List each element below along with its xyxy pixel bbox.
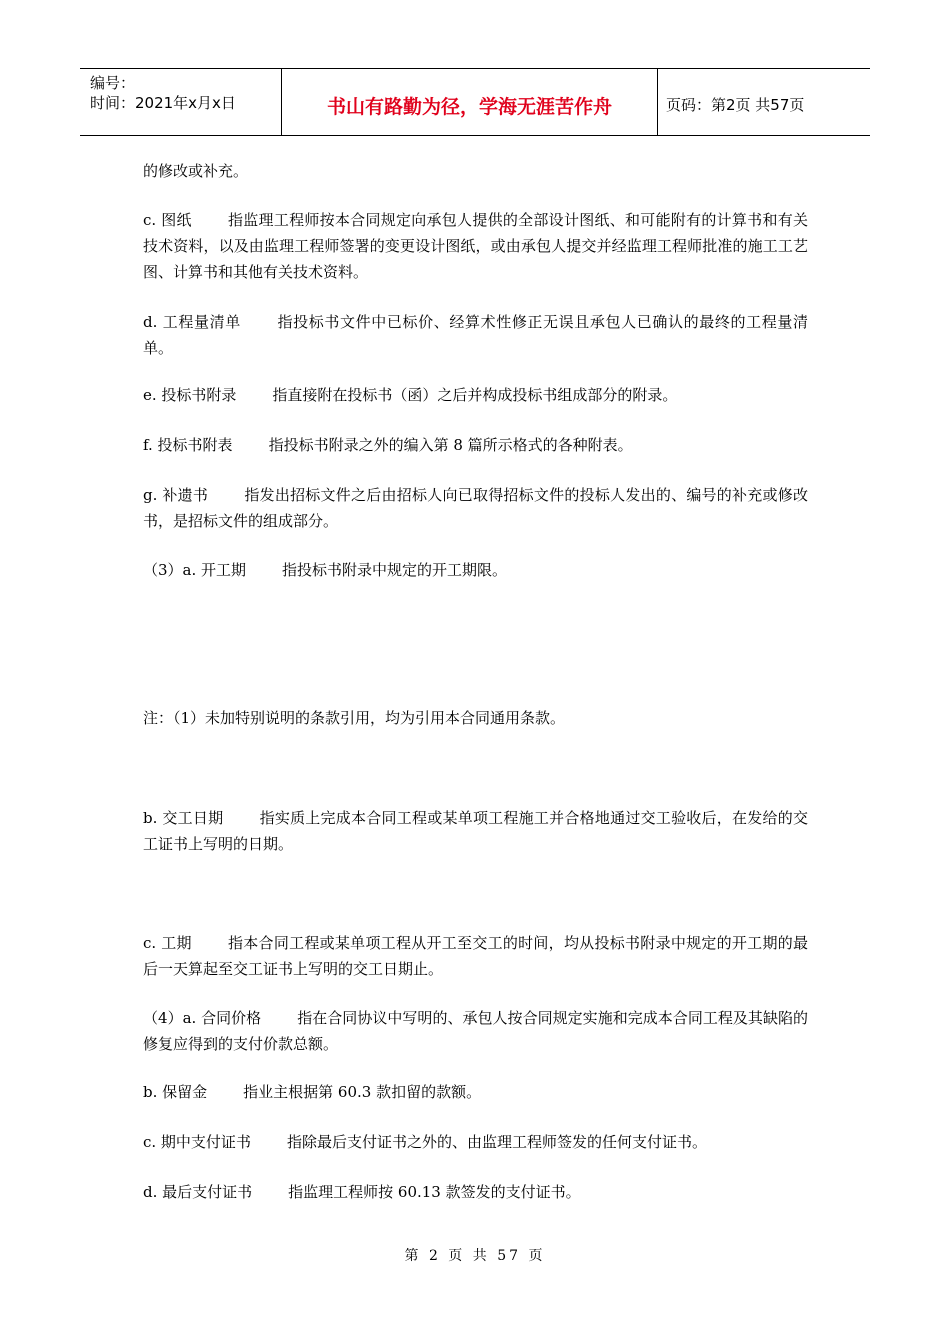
paragraph-text: 指投标书文件中已标价、经算术性修正无误且承包人已确认的最终的工程量清单。 — [143, 313, 808, 357]
paragraph — [143, 930, 808, 982]
paragraph-term: c. 图纸 — [143, 211, 192, 229]
paragraph — [143, 309, 808, 361]
paragraph-term: d. 最后支付证书 — [143, 1183, 253, 1201]
paragraph-text: 指投标书附录中规定的开工期限。 — [282, 561, 508, 579]
paragraph-text: 指本合同工程或某单项工程从开工至交工的时间，均从投标书附录中规定的开工期的最后一天算起至交工证书上写明的交工日期止。 — [143, 934, 808, 978]
paragraph — [143, 382, 808, 408]
paragraph — [143, 557, 808, 583]
paragraph-term: c. 工期 — [143, 934, 192, 952]
paragraph-term: e. 投标书附录 — [143, 386, 237, 404]
note-paragraph — [143, 705, 808, 731]
paragraph-term: f. 投标书附表 — [143, 436, 233, 454]
paragraph-term: g. 补遗书 — [143, 486, 209, 504]
paragraph-text: 指实质上完成本合同工程或某单项工程施工并合格地通过交工验收后，在发给的交工证书上写明的日期。 — [143, 809, 808, 853]
paragraph — [143, 805, 808, 857]
paragraph-text: 指发出招标文件之后由招标人向已取得招标文件的投标人发出的、编号的补充或修改书，是招标文件的组成部分。 — [143, 486, 808, 530]
paragraph-text: 指监理工程师按本合同规定向承包人提供的全部设计图纸、和可能附有的计算书和有关技术资料，以及由监理工程师签署的变更设计图纸，或由承包人提交并经监理工程师批准的施工工艺图、计算书和其他有关技术资料。 — [143, 211, 808, 281]
page-header — [80, 68, 870, 136]
paragraph — [143, 432, 808, 458]
paragraph-text: 指直接附在投标书（函）之后并构成投标书组成部分的附录。 — [272, 386, 678, 404]
paragraph-term: b. 交工日期 — [143, 809, 224, 827]
paragraph-term: b. 保留金 — [143, 1083, 208, 1101]
paragraph — [143, 1129, 808, 1155]
paragraph — [143, 482, 808, 534]
paragraph — [143, 158, 808, 184]
page-footer: 第 2 页 共 57 页 — [404, 1248, 546, 1264]
paragraph-term: （4）a. 合同价格 — [143, 1009, 262, 1027]
doc-number-label: 编号： — [90, 74, 136, 92]
paragraph — [143, 1179, 808, 1205]
doc-date-label: 时间：2021年x月x日 — [90, 94, 236, 112]
header-motto: 书山有路勤为径，学海无涯苦作舟 — [282, 69, 658, 135]
paragraph-term: （3）a. 开工期 — [143, 561, 247, 579]
paragraph — [143, 1079, 808, 1105]
paragraph — [143, 207, 808, 285]
paragraph-term: c. 期中支付证书 — [143, 1133, 251, 1151]
paragraph-text: 指业主根据第 60.3 款扣留的款额。 — [243, 1083, 482, 1101]
paragraph — [143, 1005, 808, 1057]
note-text: 注：（1）未加特别说明的条款引用，均为引用本合同通用条款。 — [143, 709, 566, 727]
paragraph-term: d. 工程量清单 — [143, 313, 241, 331]
paragraph-text: 的修改或补充。 — [143, 162, 249, 180]
header-meta-cell — [80, 69, 282, 135]
paragraph-text: 指投标书附录之外的编入第 8 篇所示格式的各种附表。 — [268, 436, 633, 454]
header-page-info: 页码：第2页 共57页 — [666, 95, 805, 114]
paragraph-text: 指在合同协议中写明的、承包人按合同规定实施和完成本合同工程及其缺陷的修复应得到的支付价款总额。 — [143, 1009, 808, 1053]
paragraph-text: 指监理工程师按 60.13 款签发的支付证书。 — [288, 1183, 581, 1201]
paragraph-text: 指除最后支付证书之外的、由监理工程师签发的任何支付证书。 — [286, 1133, 707, 1151]
